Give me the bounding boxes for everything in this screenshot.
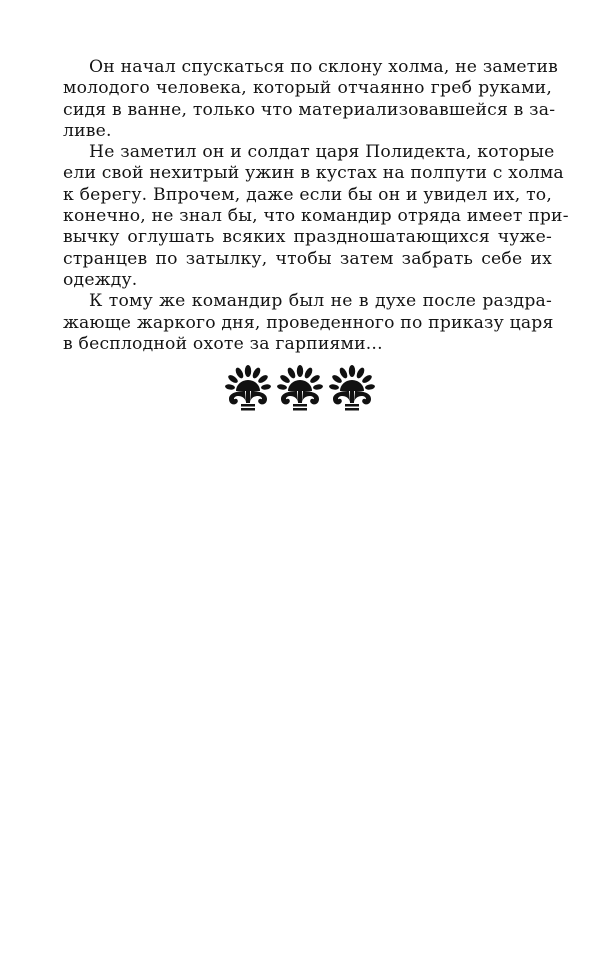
palmette-ornament-icon	[277, 365, 323, 413]
text-line: в бесплодной охоте за гарпиями...	[63, 333, 383, 354]
text-line: конечно, не знал бы, что командир отряда имеет при-	[63, 206, 569, 227]
text-line: ливе.	[63, 120, 112, 141]
text-line: одежду.	[63, 269, 138, 290]
text-line: Он начал спускаться по склону холма, не заметив	[89, 57, 559, 77]
paragraph-3	[63, 291, 552, 355]
section-ornament	[225, 365, 375, 415]
text-line: вычку оглушать всяких праздношатающихся чуже-	[63, 227, 552, 248]
document-text	[63, 57, 569, 355]
text-line: ели свой нехитрый ужин в кустах на полпути с холма	[63, 163, 564, 184]
palmette-ornament-icon	[225, 365, 271, 413]
text-line: странцев по затылку, чтобы затем забрать себе их	[63, 248, 552, 269]
text-line: К тому же командир был не в духе после раздра-	[89, 291, 552, 312]
text-line: к берегу. Впрочем, даже если бы он и увидел их, то,	[63, 184, 552, 205]
text-line: сидя в ванне, только что материализовавшейся в за-	[63, 99, 556, 120]
palmette-ornament-icon	[329, 365, 375, 413]
text-line: молодого человека, который отчаянно греб руками,	[63, 78, 552, 99]
paragraph-2	[63, 142, 569, 291]
text-line: жающе жаркого дня, проведенного по приказу царя	[63, 312, 554, 333]
paragraph-1	[63, 57, 559, 142]
text-line: Не заметил он и солдат царя Полидекта, которые	[89, 142, 555, 163]
